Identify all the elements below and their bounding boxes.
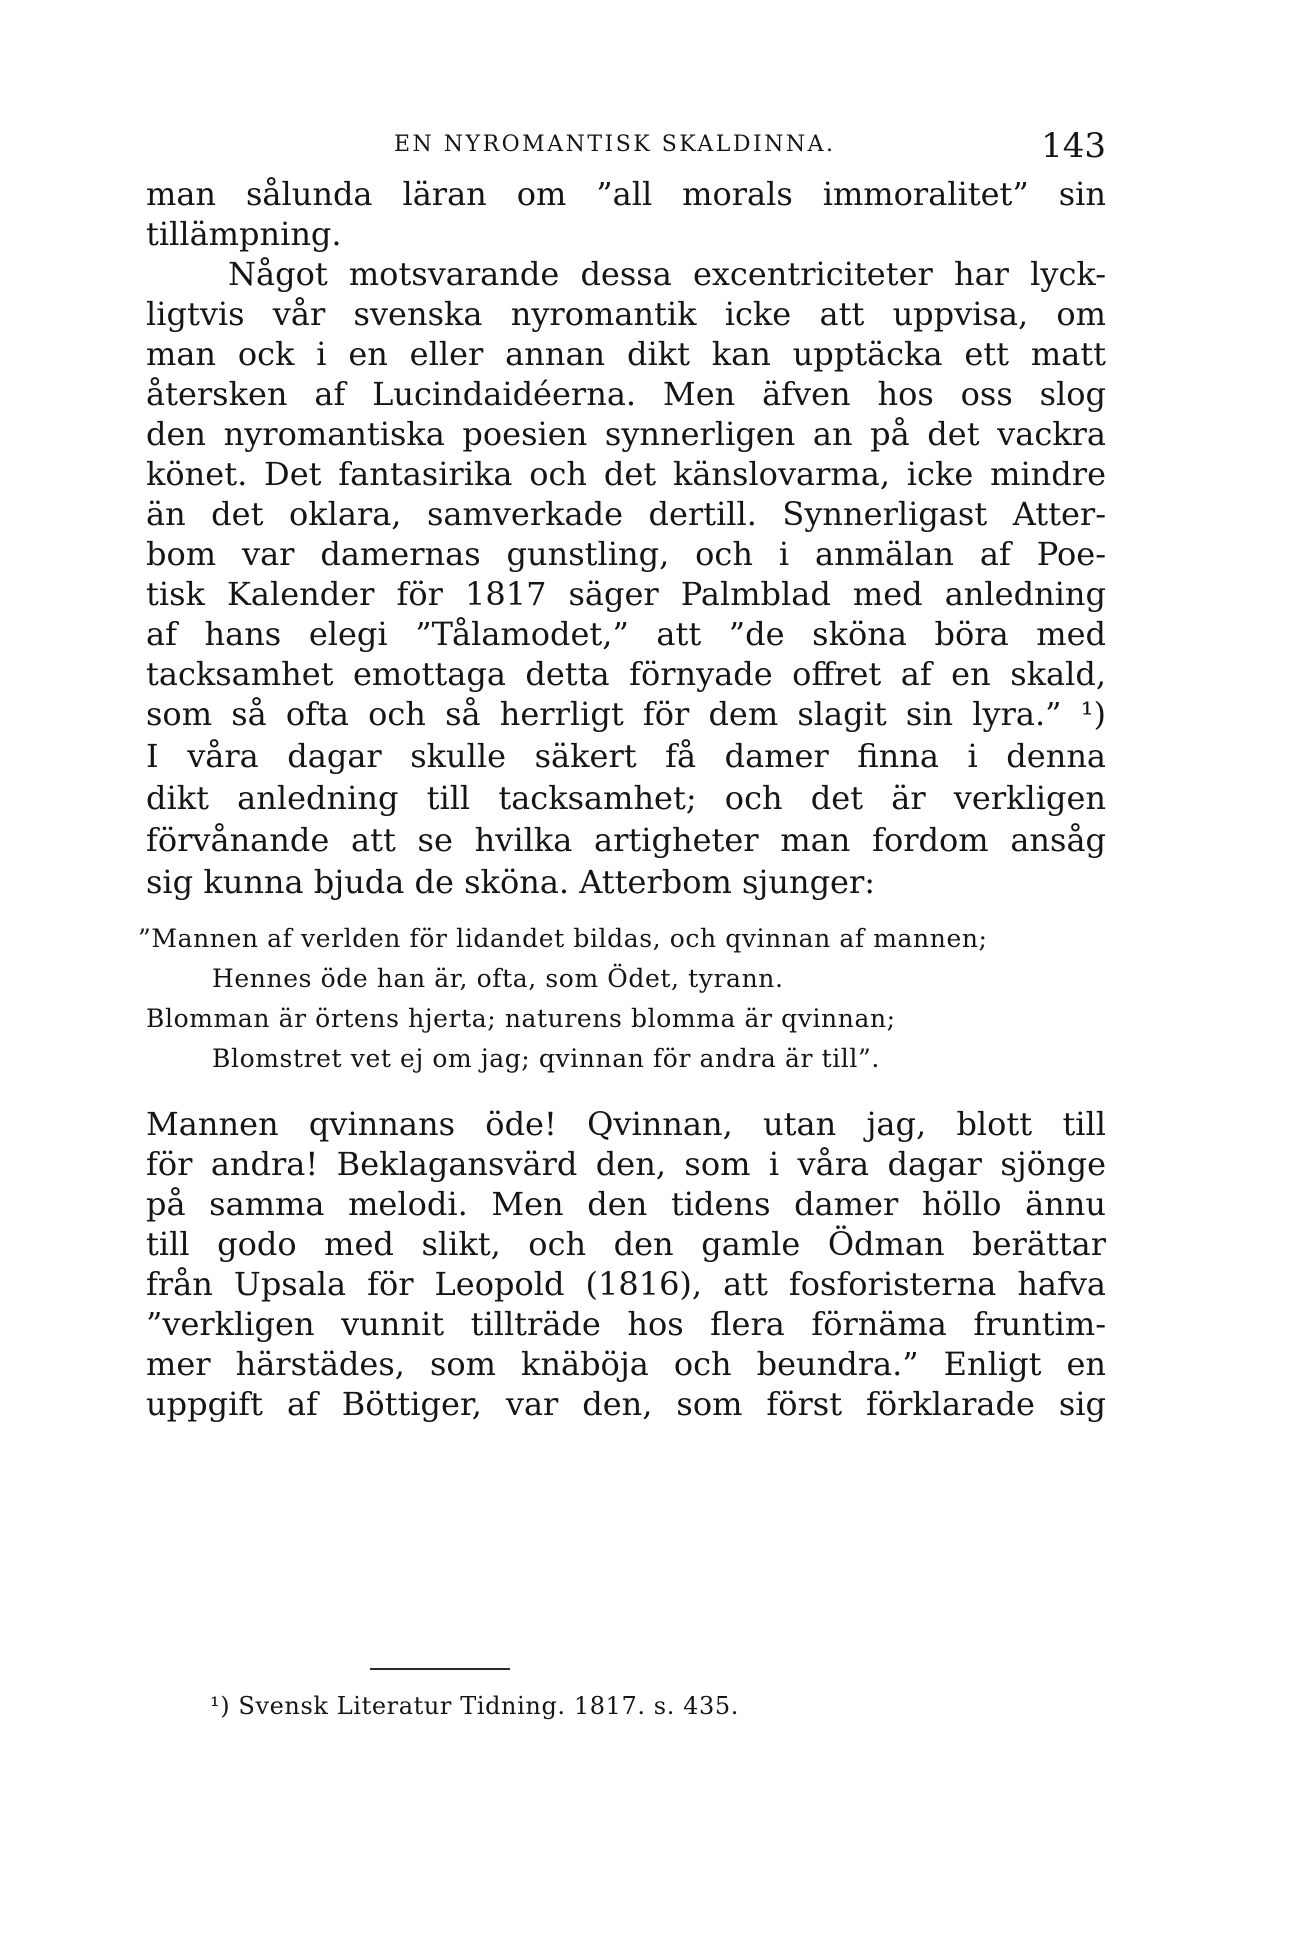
body-line: på samma melodi. Men den tidens damer höllo ännu [146, 1185, 1106, 1223]
body-line: Något motsvarande dessa excentriciteter har lyck- [228, 255, 1106, 293]
body-line: sig kunna bjuda de sköna. Atterbom sjunger: [146, 863, 876, 901]
body-line: mer härstädes, som knäböja och beundra.” Enligt en [146, 1345, 1106, 1383]
footnote-rule [370, 1668, 510, 1670]
body-line: till godo med slikt, och den gamle Ödman berättar [146, 1225, 1106, 1263]
verse-line: Blomstret vet ej om jag; qvinnan för andra är till”. [212, 1044, 880, 1073]
body-line: förvånande att se hvilka artigheter man fordom ansåg [146, 821, 1106, 859]
page-header [146, 128, 1106, 168]
body-line: den nyromantiska poesien synnerligen an på det vackra [146, 415, 1106, 453]
body-line: uppgift af Böttiger, var den, som först förklarade sig [146, 1385, 1106, 1423]
body-line: af hans elegi ”Tålamodet,” att ”de sköna böra med [146, 615, 1106, 653]
verse-line: Blomman är örtens hjerta; naturens blomma är qvinnan; [146, 1004, 896, 1033]
body-line: som så ofta och så herrligt för dem slagit sin lyra.” ¹) [146, 695, 1106, 733]
verse-line: Hennes öde han är, ofta, som Ödet, tyrann. [212, 964, 784, 993]
verse-line: ”Mannen af verlden för lidandet bildas, och qvinnan af mannen; [138, 924, 988, 953]
body-line: ”verkligen vunnit tillträde hos flera förnäma fruntim- [146, 1305, 1106, 1343]
body-line: man sålunda läran om ”all morals immoralitet” sin [146, 175, 1106, 213]
body-line: bom var damernas gunstling, och i anmälan af Poe- [146, 535, 1106, 573]
body-line: man ock i en eller annan dikt kan upptäcka ett matt [146, 335, 1106, 373]
body-line: dikt anledning till tacksamhet; och det är verkligen [146, 779, 1106, 817]
page-number: 143 [1041, 126, 1106, 166]
body-line: Mannen qvinnans öde! Qvinnan, utan jag, blott till [146, 1105, 1106, 1143]
body-line: könet. Det fantasirika och det känslovarma, icke mindre [146, 455, 1106, 493]
body-line: än det oklara, samverkade dertill. Synnerligast Atter- [146, 495, 1106, 533]
body-line: tillämpning. [146, 215, 342, 253]
body-line: från Upsala för Leopold (1816), att fosforisterna hafva [146, 1265, 1106, 1303]
body-line: I våra dagar skulle säkert få damer finna i denna [146, 737, 1106, 775]
body-line: tisk Kalender för 1817 säger Palmblad med anledning [146, 575, 1106, 613]
footnote: ¹) Svensk Literatur Tidning. 1817. s. 435. [210, 1692, 740, 1720]
body-line: för andra! Beklagansvärd den, som i våra dagar sjönge [146, 1145, 1106, 1183]
running-head: EN NYROMANTISK SKALDINNA. [394, 132, 836, 157]
body-line: ligtvis vår svenska nyromantik icke att uppvisa, om [146, 295, 1106, 333]
body-line: tacksamhet emottaga detta förnyade offret af en skald, [146, 655, 1106, 693]
body-line: återsken af Lucindaidéerna. Men äfven hos oss slog [146, 375, 1106, 413]
